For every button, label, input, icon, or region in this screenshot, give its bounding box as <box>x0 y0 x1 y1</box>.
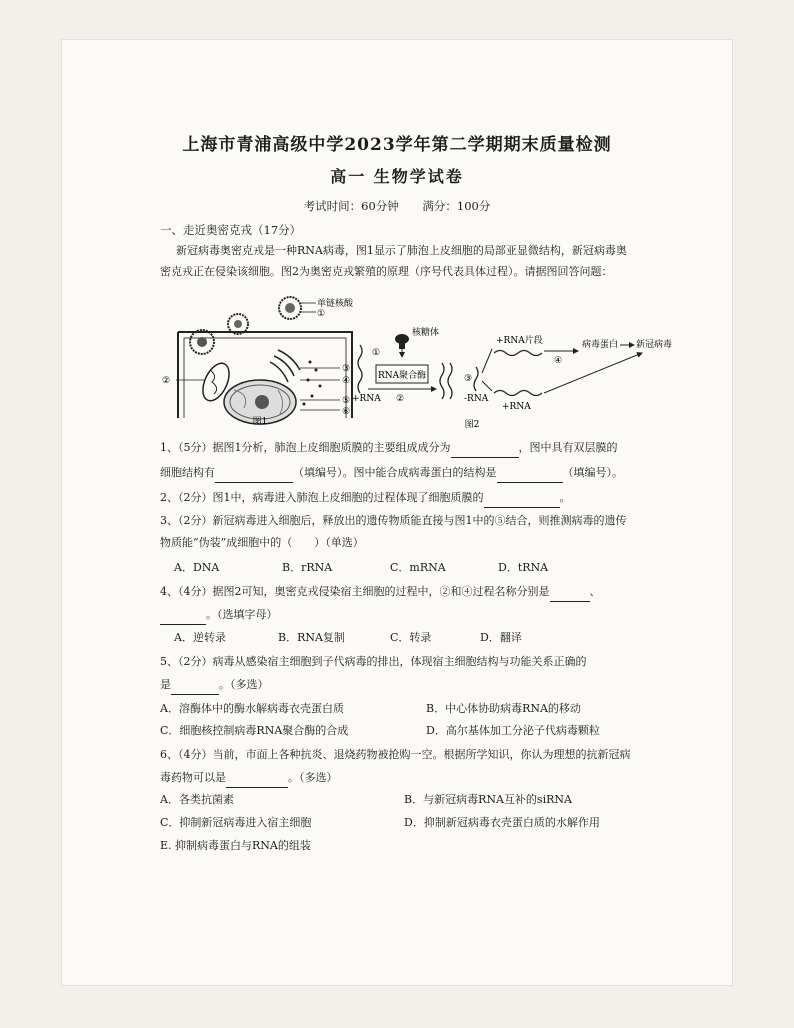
virus-icon <box>279 297 301 319</box>
plus-rna-strand <box>358 345 362 393</box>
virus-icon <box>190 330 214 354</box>
fig2-label-rna-polymerase: RNA聚合酶 <box>378 371 427 381</box>
question-3-line-2: 物质能“伪装”成细胞中的（ ）（单选） <box>160 536 364 549</box>
exam-time: 考试时间：60分钟 <box>303 199 399 213</box>
question-3-line-1: 3、（2分）新冠病毒进入细胞后，释放出的遗传物质能直接与图1中的⑤结合，则推测病毒的遗传 <box>160 514 627 527</box>
q1-blank-1[interactable] <box>451 436 519 458</box>
q4-blank-1[interactable] <box>550 580 590 602</box>
section-heading: 一、走近奥密克戎（17分） <box>160 223 302 237</box>
fig1-label-6: ⑥ <box>342 407 351 417</box>
question-1-line-1: 1、（5分）据图1分析，肺泡上皮细胞质膜的主要组成成分为 ，图中具有双层膜的 <box>160 436 650 458</box>
question-4-line-1: 4、（4分）据图2可知，奥密克戎侵染宿主细胞的过程中，②和④过程名称分别是 、 <box>160 580 650 602</box>
fig1-label-5: ⑤ <box>342 396 351 406</box>
q6-option-b[interactable]: B．与新冠病毒RNA互补的siRNA <box>404 793 572 806</box>
fig1-label-1: ① <box>317 309 326 319</box>
q5-option-a[interactable]: A．溶酶体中的酶水解病毒衣壳蛋白质 <box>160 702 344 715</box>
question-2: 2、（2分）图1中，病毒进入肺泡上皮细胞的过程体现了细胞质膜的 。 <box>160 486 650 508</box>
q3-option-c[interactable]: C．mRNA <box>390 561 446 574</box>
fig1-label-4: ④ <box>342 376 351 386</box>
question-1-line-2: 细胞结构有 （填编号）。图中能合成病毒蛋白的结构是 （填编号）。 <box>160 461 650 483</box>
q3-option-d[interactable]: D．tRNA <box>498 561 549 574</box>
question-5-line-1: 5、（2分）病毒从感染宿主细胞到子代病毒的排出，体现宿主细胞结构与功能关系正确的 <box>160 655 587 668</box>
exam-meta <box>0 198 794 214</box>
question-5-line-2: 是 。（多选） <box>160 673 650 695</box>
q1-blank-2[interactable] <box>215 461 293 483</box>
q6-option-d[interactable]: D．抑制新冠病毒衣壳蛋白质的水解作用 <box>404 816 600 829</box>
q4-option-d[interactable]: D．翻译 <box>480 631 522 644</box>
question-4-line-2: 。（选填字母） <box>160 603 650 625</box>
q5-option-c[interactable]: C．细胞核控制病毒RNA聚合酶的合成 <box>160 724 349 737</box>
fig2-label-plus-rna: +RNA <box>352 394 381 404</box>
question-6-line-2: 毒药物可以是 。（多选） <box>160 766 650 788</box>
fig1-label-2: ② <box>162 376 171 386</box>
q4-option-b[interactable]: B．RNA复制 <box>278 631 345 644</box>
page-title: 上海市青浦高级中学2023学年第二学期期末质量检测 <box>182 135 612 155</box>
golgi-icon <box>270 350 300 382</box>
q4-blank-2[interactable] <box>160 603 206 625</box>
q2-blank[interactable] <box>484 486 560 508</box>
fig1-label-ssrna: 单链核酸 <box>317 299 354 309</box>
q6-option-a[interactable]: A．各类抗菌素 <box>160 793 234 806</box>
q5-blank[interactable] <box>171 673 219 695</box>
ribosome-dots <box>303 361 322 406</box>
fig2-step-2: ② <box>396 394 405 404</box>
fig2-step-1: ① <box>372 348 381 358</box>
q3-option-a[interactable]: A．DNA <box>174 561 220 574</box>
q6-blank[interactable] <box>226 766 288 788</box>
q4-option-a[interactable]: A．逆转录 <box>174 631 226 644</box>
page-subtitle: 高一 生物学试卷 <box>330 167 464 186</box>
fig1-label-3: ③ <box>342 364 351 374</box>
q6-option-e[interactable]: E. 抑制病毒蛋白与RNA的组装 <box>160 839 311 852</box>
fig2-label-plus-rna-2: +RNA <box>502 402 531 412</box>
q4-option-c[interactable]: C．转录 <box>390 631 432 644</box>
exam-score: 满分：100分 <box>422 199 491 213</box>
fig2-step-4: ④ <box>554 356 563 366</box>
q3-option-b[interactable]: B．rRNA <box>282 561 333 574</box>
intro-line-2: 密克戎正在侵染该细胞。图2为奥密克戎繁殖的原理（序号代表具体过程）。请据图回答问题： <box>160 265 613 278</box>
q6-option-c[interactable]: C．抑制新冠病毒进入宿主细胞 <box>160 816 312 829</box>
ribosome-icon <box>395 334 409 357</box>
q5-option-d[interactable]: D．高尔基体加工分泌子代病毒颗粒 <box>426 724 600 737</box>
figure-1-cell-diagram <box>160 290 370 425</box>
fig2-label-ribosome: 核糖体 <box>412 328 440 338</box>
intro-line-1: 新冠病毒奥密克戎是一种RNA病毒，图1显示了肺泡上皮细胞的局部亚显微结构，新冠病毒奥 <box>176 244 627 257</box>
fig2-label-rna-fragment: +RNA片段 <box>496 336 543 346</box>
fig1-caption: 图1 <box>252 417 268 425</box>
fig2-label-new-virus: 新冠病毒 <box>636 340 673 350</box>
fig2-label-virus-protein: 病毒蛋白 <box>582 340 619 350</box>
fig2-step-3: ③ <box>464 374 473 384</box>
q1-blank-3[interactable] <box>497 461 563 483</box>
q5-option-b[interactable]: B．中心体协助病毒RNA的移动 <box>426 702 581 715</box>
figure-2-replication-diagram <box>352 325 692 435</box>
question-6-line-1: 6、（4分）当前，市面上各种抗炎、退烧药物被抢购一空。根据所学知识，你认为理想的抗新冠病 <box>160 748 631 761</box>
fig2-label-minus-rna: -RNA <box>464 394 489 404</box>
fig2-caption: 图2 <box>464 420 480 430</box>
